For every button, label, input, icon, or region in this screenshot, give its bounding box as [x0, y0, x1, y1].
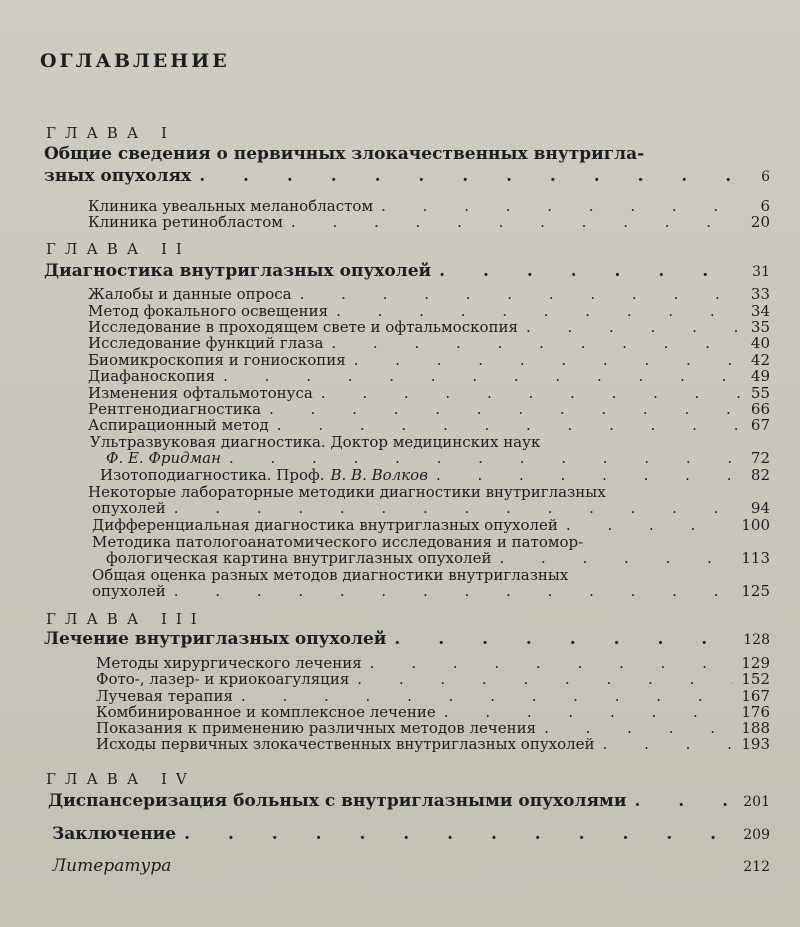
chapter-3-page: 128	[743, 632, 770, 648]
chapter-4-title-row	[48, 791, 770, 811]
page-number: 188	[741, 719, 770, 737]
toc-entry-text: опухолей	[92, 499, 166, 517]
page-number: 152	[741, 670, 770, 688]
chapter-3-title: Лечение внутриглазных опухолей	[44, 629, 387, 649]
toc-entry	[106, 449, 770, 467]
page-number: 125	[741, 582, 770, 600]
toc-entry-text: Клиника ретинобластом	[88, 213, 283, 231]
toc-entry	[106, 549, 770, 567]
dot-leader	[221, 449, 743, 467]
dot-leader	[283, 213, 743, 231]
toc-entry-text: Исследование функций глаза	[88, 334, 324, 352]
literature-page: 212	[743, 859, 770, 875]
toc-entry-text: опухолей	[92, 582, 166, 600]
dot-leader	[428, 466, 743, 484]
page-number: 193	[741, 735, 770, 753]
ultrasound-author: Ф. Е. Фридман	[106, 449, 221, 467]
toc-entry-text: Комбинированное и комплексное лечение	[96, 703, 436, 721]
toc-entry-text: фологическая картина внутриглазных опухолей	[106, 549, 492, 567]
toc-entry	[92, 516, 770, 534]
dot-leader	[349, 670, 733, 688]
toc-entry-text: Лучевая терапия	[96, 687, 233, 705]
page-number: 94	[750, 499, 770, 517]
toc-entry-text: Исследование в проходящем свете и офтальмоскопия	[88, 318, 518, 336]
page-number: 67	[750, 416, 770, 434]
toc-entry-text: Метод фокального освещения	[88, 302, 329, 320]
chapter-2-page: 31	[752, 264, 770, 280]
conclusion-title: Заключение	[52, 824, 177, 844]
toc-entry-text: Показания к применению различных методов лечения	[96, 719, 537, 737]
toc-entry	[88, 416, 770, 434]
toc-entry-text: Изотоподиагностика. Проф.	[100, 466, 325, 484]
dot-leader	[491, 549, 733, 567]
chapter-2-title-row	[44, 261, 770, 281]
toc-entry-text: Методы хирургического лечения	[96, 654, 362, 672]
dot-leader	[215, 367, 743, 385]
dot-leader	[269, 416, 743, 434]
dot-leader	[191, 166, 753, 186]
chapter-2-title: Диагностика внутриглазных опухолей	[44, 261, 432, 281]
page-number: 72	[750, 449, 770, 467]
toc-title: ОГЛАВЛЕНИЕ	[40, 50, 230, 72]
toc-entry-text: Клиника увеальных меланобластом	[88, 197, 374, 215]
page-number: 167	[741, 687, 770, 705]
chapter-1-page: 6	[761, 169, 770, 185]
dot-leader	[292, 285, 743, 303]
chapter-3-title-row	[44, 629, 770, 649]
lab-line1: Некоторые лабораторные методики диагностики внутриглазных	[88, 483, 606, 501]
dot-leader	[431, 261, 744, 281]
ultrasound-line1: Ультразвуковая диагностика. Доктор медицинских наук	[90, 433, 541, 451]
dot-leader	[386, 629, 735, 649]
toc-entry	[88, 213, 770, 231]
toc-entry-text: Рентгенодиагностика	[88, 400, 262, 418]
page-number: 176	[741, 703, 770, 721]
toc-entry	[92, 499, 770, 517]
toc-entry-text: Диафаноскопия	[88, 367, 216, 385]
literature-row	[52, 856, 770, 876]
toc-entry	[96, 670, 770, 688]
page-number: 6	[760, 197, 770, 215]
chapter-4-title: Диспансеризация больных с внутриглазными опухолями	[48, 791, 627, 811]
toc-entry-text: Аспирационный метод	[88, 416, 269, 434]
page-number: 66	[750, 400, 770, 418]
dot-leader	[595, 735, 734, 753]
dot-leader	[166, 582, 734, 600]
conclusion-row	[52, 824, 770, 844]
literature-title: Литература	[52, 856, 172, 876]
dot-leader	[166, 499, 743, 517]
chapter-4-page: 201	[743, 794, 770, 810]
general-line1: Общая оценка разных методов диагностики внутриглазных	[92, 566, 569, 584]
toc-entry	[88, 367, 770, 385]
dot-leader	[323, 334, 743, 352]
chapter-1-title-row	[44, 166, 770, 186]
toc-entry	[88, 334, 770, 352]
page-number: 129	[741, 654, 770, 672]
page-number: 20	[750, 213, 770, 231]
page-number: 42	[750, 351, 770, 369]
page-number: 35	[750, 318, 770, 336]
isotope-author: В. В. Волков	[330, 466, 428, 484]
chapter-1-title-line1: Общие сведения о первичных злокачественных внутригла-	[44, 144, 645, 164]
toc-entry-text: Фото-, лазер- и криокоагуляция	[96, 670, 350, 688]
chapter-1-title-line2: зных опухолях	[44, 166, 192, 186]
toc-entry-text: Дифференциальная диагностика внутриглазных опухолей	[92, 516, 558, 534]
chapter-2-label: ГЛАВА II	[46, 240, 191, 258]
toc-entry-text: Жалобы и данные опроса	[88, 285, 292, 303]
page-number: 49	[750, 367, 770, 385]
toc-entry-text: Исходы первичных злокачественных внутриглазных опухолей	[96, 735, 595, 753]
chapter-1-label: ГЛАВА I	[46, 124, 176, 142]
page-number: 113	[741, 549, 770, 567]
page-number: 55	[750, 384, 770, 402]
page-number: 82	[750, 466, 770, 484]
page-number: 100	[741, 516, 770, 534]
page-number: 33	[750, 285, 770, 303]
toc-entry	[100, 466, 770, 484]
dot-leader	[626, 791, 735, 811]
toc-entry	[88, 285, 770, 303]
page-number: 40	[750, 334, 770, 352]
dot-leader	[176, 824, 735, 844]
toc-entry	[96, 735, 770, 753]
pathology-line1: Методика патологоанатомического исследования и патомор-	[92, 533, 584, 551]
toc-entry-text: Изменения офтальмотонуса	[88, 384, 313, 402]
toc-entry	[92, 582, 770, 600]
conclusion-page: 209	[743, 827, 770, 843]
dot-leader	[558, 516, 733, 534]
page-number: 34	[750, 302, 770, 320]
chapter-3-label: ГЛАВА III	[46, 610, 206, 628]
toc-entry-text: Биомикроскопия и гониоскопия	[88, 351, 346, 369]
chapter-4-label: ГЛАВА IV	[46, 770, 196, 788]
